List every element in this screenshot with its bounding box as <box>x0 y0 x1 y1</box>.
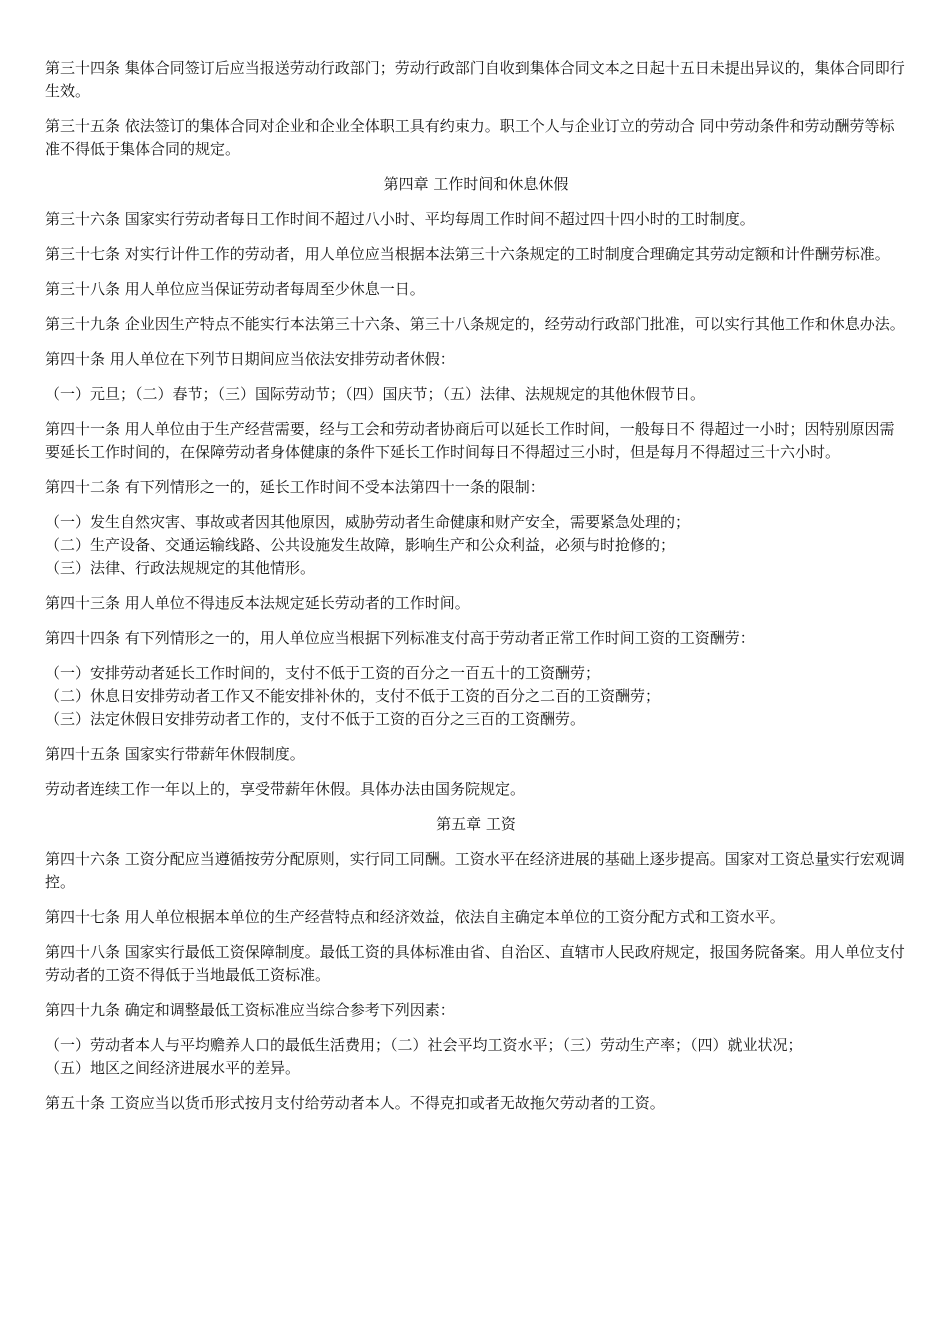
article-35: 第三十五条 依法签订的集体合同对企业和企业全体职工具有约束力。职工个人与企业订立的劳动合 同中劳动条件和劳动酬劳等标准不得低于集体合同的规定。 <box>45 117 895 158</box>
article-39: 第三十九条 企业因生产特点不能实行本法第三十六条、第三十八条规定的，经劳动行政部门批准，可以实行其他工作和休息办法。 <box>45 315 905 333</box>
article-45-detail: 劳动者连续工作一年以上的，享受带薪年休假。具体办法由国务院规定。 <box>45 780 526 798</box>
article-36: 第三十六条 国家实行劳动者每日工作时间不超过八小时、平均每周工作时间不超过四十四小时的工时制度。 <box>45 210 755 228</box>
list-item: （五）地区之间经济进展水平的差异。 <box>45 1059 301 1077</box>
article-42-list <box>45 511 907 580</box>
article-40-holiday-list: （一）元旦；（二）春节；（三）国际劳动节；（四）国庆节；（五）法律、法规规定的其他休假节日。 <box>45 385 706 403</box>
article-50: 第五十条 工资应当以货币形式按月支付给劳动者本人。不得克扣或者无故拖欠劳动者的工资。 <box>45 1094 665 1112</box>
list-item: （二）休息日安排劳动者工作又不能安排补休的，支付不低于工资的百分之二百的工资酬劳； <box>45 687 661 705</box>
chapter-4-heading: 第四章 工作时间和休息休假 <box>383 175 569 193</box>
article-38: 第三十八条 用人单位应当保证劳动者每周至少休息一日。 <box>45 280 425 298</box>
list-item: （二）生产设备、交通运输线路、公共设施发生故障，影响生产和公众利益，必须与时抢修的； <box>45 536 676 554</box>
article-46: 第四十六条 工资分配应当遵循按劳分配原则，实行同工同酬。工资水平在经济进展的基础上逐步提高。国家对工资总量实行宏观调控。 <box>45 850 905 891</box>
article-44: 第四十四条 有下列情形之一的，用人单位应当根据下列标准支付高于劳动者正常工作时间工资的工资酬劳： <box>45 629 755 647</box>
article-41: 第四十一条 用人单位由于生产经营需要，经与工会和劳动者协商后可以延长工作时间，一般每日不 得超过一小时；因特别原因需要延长工作时间的，在保障劳动者身体健康的条件下延长工作时间每日不得超过三小时，但是每月不得超过三十六小时。 <box>45 420 895 461</box>
article-47: 第四十七条 用人单位根据本单位的生产经营特点和经济效益，依法自主确定本单位的工资分配方式和工资水平。 <box>45 908 785 926</box>
list-item: （三）法律、行政法规规定的其他情形。 <box>45 559 316 577</box>
article-40: 第四十条 用人单位在下列节日期间应当依法安排劳动者休假： <box>45 350 455 368</box>
list-item: （一）发生自然灾害、事故或者因其他原因，威胁劳动者生命健康和财产安全，需要紧急处理的； <box>45 513 691 531</box>
document-page <box>45 57 907 1127</box>
list-item: （一）安排劳动者延长工作时间的，支付不低于工资的百分之一百五十的工资酬劳； <box>45 664 601 682</box>
list-item: （三）法定休假日安排劳动者工作的，支付不低于工资的百分之三百的工资酬劳。 <box>45 710 586 728</box>
chapter-5-heading: 第五章 工资 <box>436 815 516 833</box>
list-item: （一）劳动者本人与平均赡养人口的最低生活费用；（二）社会平均工资水平；（三）劳动生产率；（四）就业状况； <box>45 1036 803 1054</box>
article-44-list <box>45 662 907 731</box>
article-42: 第四十二条 有下列情形之一的，延长工作时间不受本法第四十一条的限制： <box>45 478 545 496</box>
article-49-list <box>45 1034 907 1080</box>
article-48: 第四十八条 国家实行最低工资保障制度。最低工资的具体标准由省、自治区、直辖市人民政府规定，报国务院备案。用人单位支付劳动者的工资不得低于当地最低工资标准。 <box>45 943 905 984</box>
article-49: 第四十九条 确定和调整最低工资标准应当综合参考下列因素： <box>45 1001 455 1019</box>
article-37: 第三十七条 对实行计件工作的劳动者，用人单位应当根据本法第三十六条规定的工时制度合理确定其劳动定额和计件酬劳标准。 <box>45 245 890 263</box>
article-43: 第四十三条 用人单位不得违反本法规定延长劳动者的工作时间。 <box>45 594 470 612</box>
article-45: 第四十五条 国家实行带薪年休假制度。 <box>45 745 305 763</box>
article-34: 第三十四条 集体合同签订后应当报送劳动行政部门；劳动行政部门自收到集体合同文本之日起十五日未提出异议的，集体合同即行生效。 <box>45 59 905 100</box>
